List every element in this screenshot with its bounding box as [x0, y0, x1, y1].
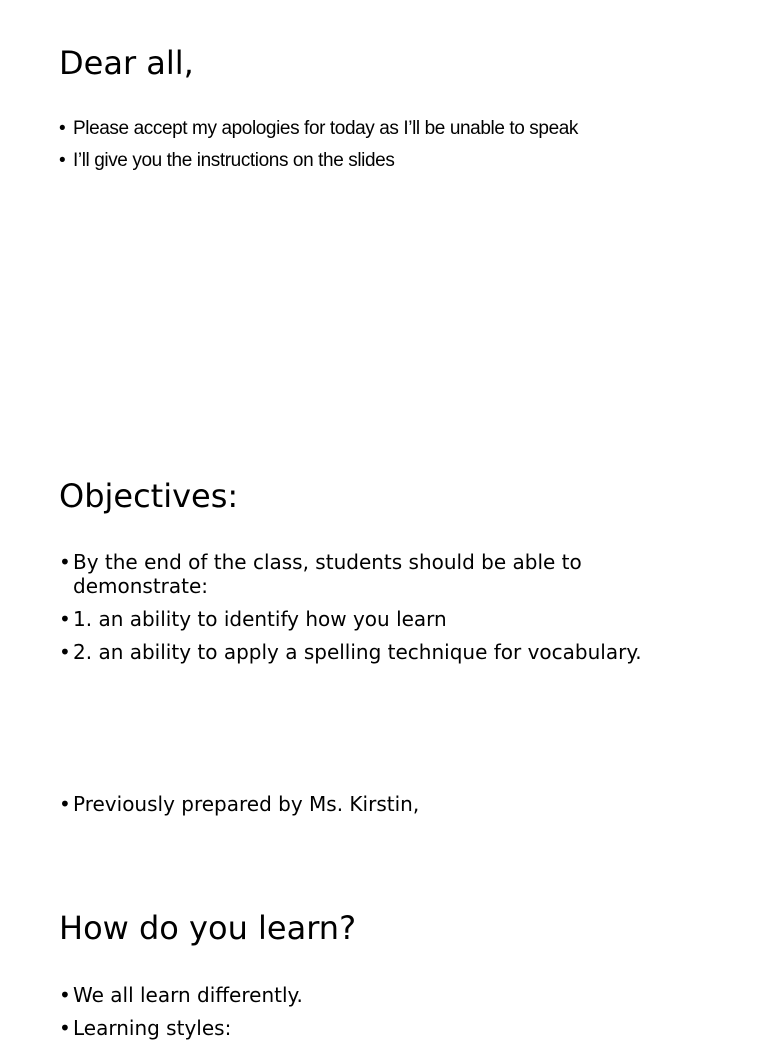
- slide-2: [0, 440, 768, 870]
- slide-1-bullet-list: [59, 117, 578, 181]
- bullet-text: Please accept my apologies for today as I’ll be unable to speak: [73, 118, 579, 139]
- slide-3-title: How do you learn?: [59, 909, 357, 947]
- bullet-icon: •: [59, 640, 71, 664]
- bullet-text: By the end of the class, students should be able to demonstrate:: [73, 550, 582, 598]
- slide-3-bullet-list: [59, 983, 673, 1049]
- list-item: [59, 607, 673, 631]
- list-item: [59, 149, 578, 173]
- slide-1: [0, 0, 768, 440]
- slide-2-title: Objectives:: [59, 477, 239, 515]
- slide-2-footer-list: [59, 792, 419, 816]
- bullet-text: 1. an ability to identify how you learn: [73, 607, 447, 631]
- footer-bullet-text: Previously prepared by Ms. Kirstin,: [73, 792, 420, 816]
- bullet-icon: •: [59, 607, 71, 631]
- bullet-text: I’ll give you the instructions on the slides: [73, 150, 395, 171]
- bullet-icon: •: [59, 150, 66, 171]
- bullet-icon: •: [59, 550, 71, 574]
- list-item: [59, 983, 673, 1007]
- bullet-text: We all learn differently.: [73, 983, 303, 1007]
- bullet-icon: •: [59, 118, 66, 139]
- list-item: [59, 117, 578, 141]
- bullet-icon: •: [59, 1016, 71, 1040]
- slide-1-title: Dear all,: [59, 44, 194, 82]
- slide-2-bullet-list: [59, 550, 673, 673]
- list-item: [59, 1016, 673, 1040]
- bullet-icon: •: [59, 983, 71, 1007]
- bullet-text: Learning styles:: [73, 1016, 232, 1040]
- bullet-text: 2. an ability to apply a spelling technique for vocabulary.: [73, 640, 642, 664]
- slide-3: [0, 870, 768, 1040]
- list-item: [59, 792, 419, 816]
- list-item: [59, 550, 673, 598]
- list-item: [59, 640, 673, 664]
- bullet-icon: •: [59, 792, 71, 816]
